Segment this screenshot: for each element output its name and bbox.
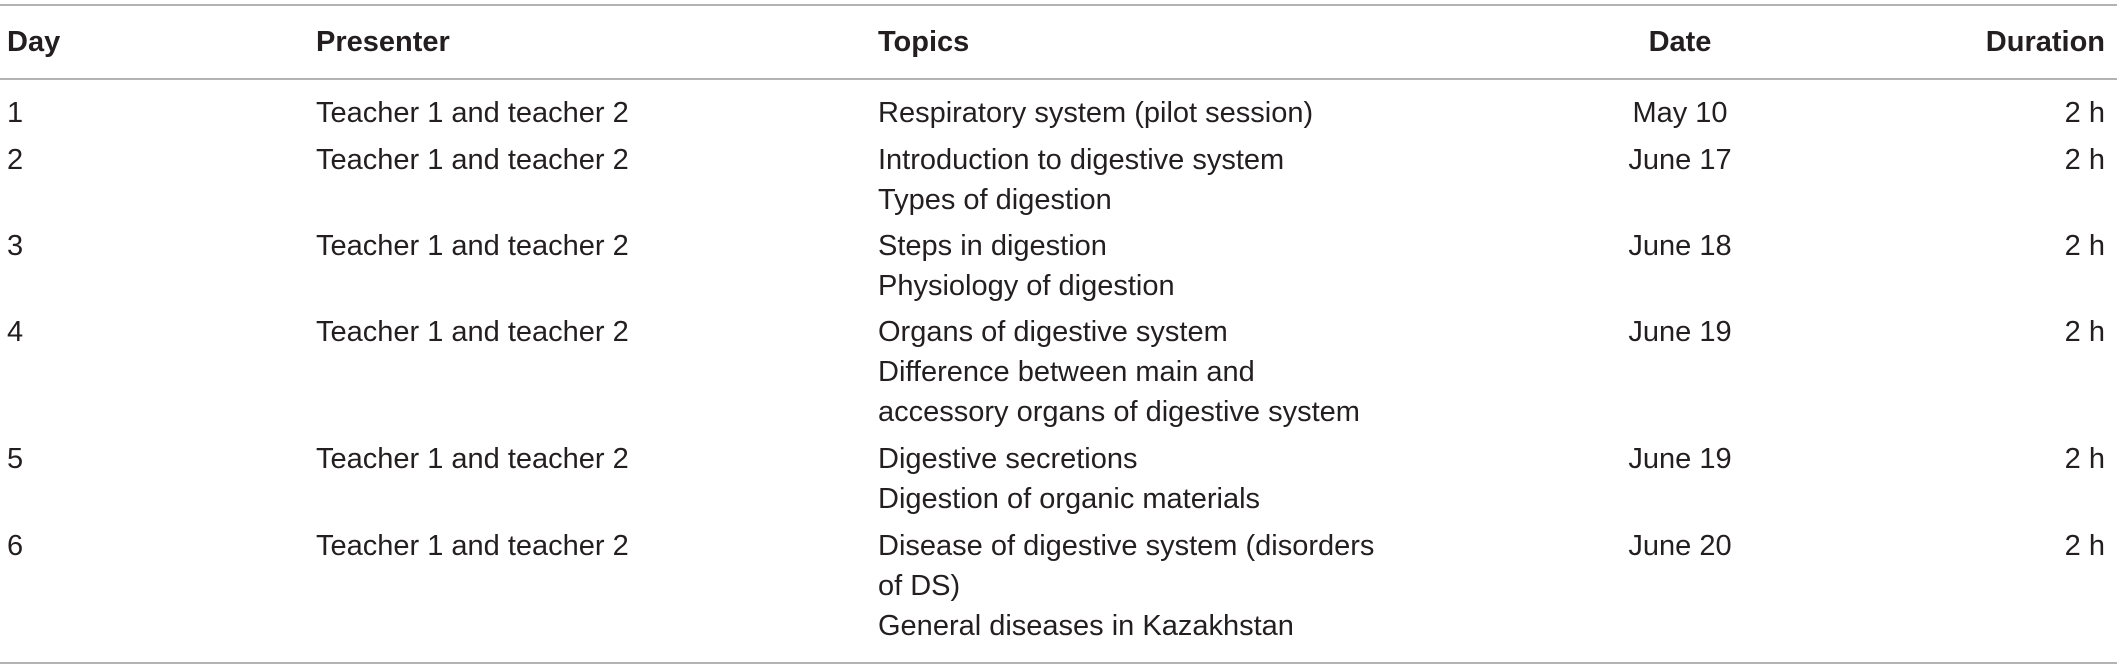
- cell-duration: 2 h: [2064, 530, 2105, 562]
- cell-date: June 20: [1628, 530, 1732, 562]
- cell-topics: [878, 93, 1313, 133]
- header-duration: Duration: [1985, 26, 2105, 58]
- cell-day: 1: [7, 97, 24, 129]
- table-bottom-rule: [0, 662, 2117, 664]
- topic-line: Digestive secretions: [878, 443, 1138, 475]
- cell-presenter: Teacher 1 and teacher 2: [316, 144, 629, 176]
- topic-line: Types of digestion: [878, 184, 1112, 216]
- header-presenter: Presenter: [316, 26, 450, 58]
- topic-line: Steps in digestion: [878, 230, 1107, 262]
- topic-line: General diseases in Kazakhstan: [878, 610, 1294, 642]
- cell-date: June 18: [1628, 230, 1732, 262]
- cell-presenter: Teacher 1 and teacher 2: [316, 316, 629, 348]
- cell-day: 5: [7, 443, 24, 475]
- cell-duration: 2 h: [2064, 144, 2105, 176]
- topic-line: Difference between main and: [878, 356, 1255, 388]
- header-topics: Topics: [878, 26, 970, 58]
- cell-topics: [878, 312, 1360, 432]
- topic-line: accessory organs of digestive system: [878, 396, 1360, 428]
- cell-day: 3: [7, 230, 24, 262]
- table-top-rule: [0, 4, 2117, 6]
- cell-presenter: Teacher 1 and teacher 2: [316, 97, 629, 129]
- cell-topics: [878, 439, 1260, 519]
- cell-date: June 19: [1628, 316, 1732, 348]
- topic-line: of DS): [878, 570, 961, 602]
- cell-date: June 17: [1628, 144, 1732, 176]
- topic-line: Respiratory system (pilot session): [878, 97, 1314, 129]
- cell-date: June 19: [1628, 443, 1732, 475]
- cell-day: 2: [7, 144, 24, 176]
- topic-line: Digestion of organic materials: [878, 483, 1261, 515]
- cell-topics: [878, 226, 1175, 306]
- header-day: Day: [7, 26, 61, 58]
- cell-duration: 2 h: [2064, 316, 2105, 348]
- cell-presenter: Teacher 1 and teacher 2: [316, 230, 629, 262]
- table-header-rule: [0, 78, 2117, 80]
- header-date: Date: [1648, 26, 1712, 58]
- topic-line: Organs of digestive system: [878, 316, 1228, 348]
- cell-date: May 10: [1632, 97, 1728, 129]
- table-header-row: [0, 22, 2117, 62]
- topic-line: Physiology of digestion: [878, 270, 1175, 302]
- topic-line: Introduction to digestive system: [878, 144, 1285, 176]
- cell-duration: 2 h: [2064, 97, 2105, 129]
- cell-duration: 2 h: [2064, 443, 2105, 475]
- cell-presenter: Teacher 1 and teacher 2: [316, 443, 629, 475]
- cell-day: 6: [7, 530, 24, 562]
- cell-topics: [878, 526, 1374, 646]
- topic-line: Disease of digestive system (disorders: [878, 530, 1375, 562]
- cell-presenter: Teacher 1 and teacher 2: [316, 530, 629, 562]
- cell-day: 4: [7, 316, 24, 348]
- cell-duration: 2 h: [2064, 230, 2105, 262]
- cell-topics: [878, 140, 1284, 220]
